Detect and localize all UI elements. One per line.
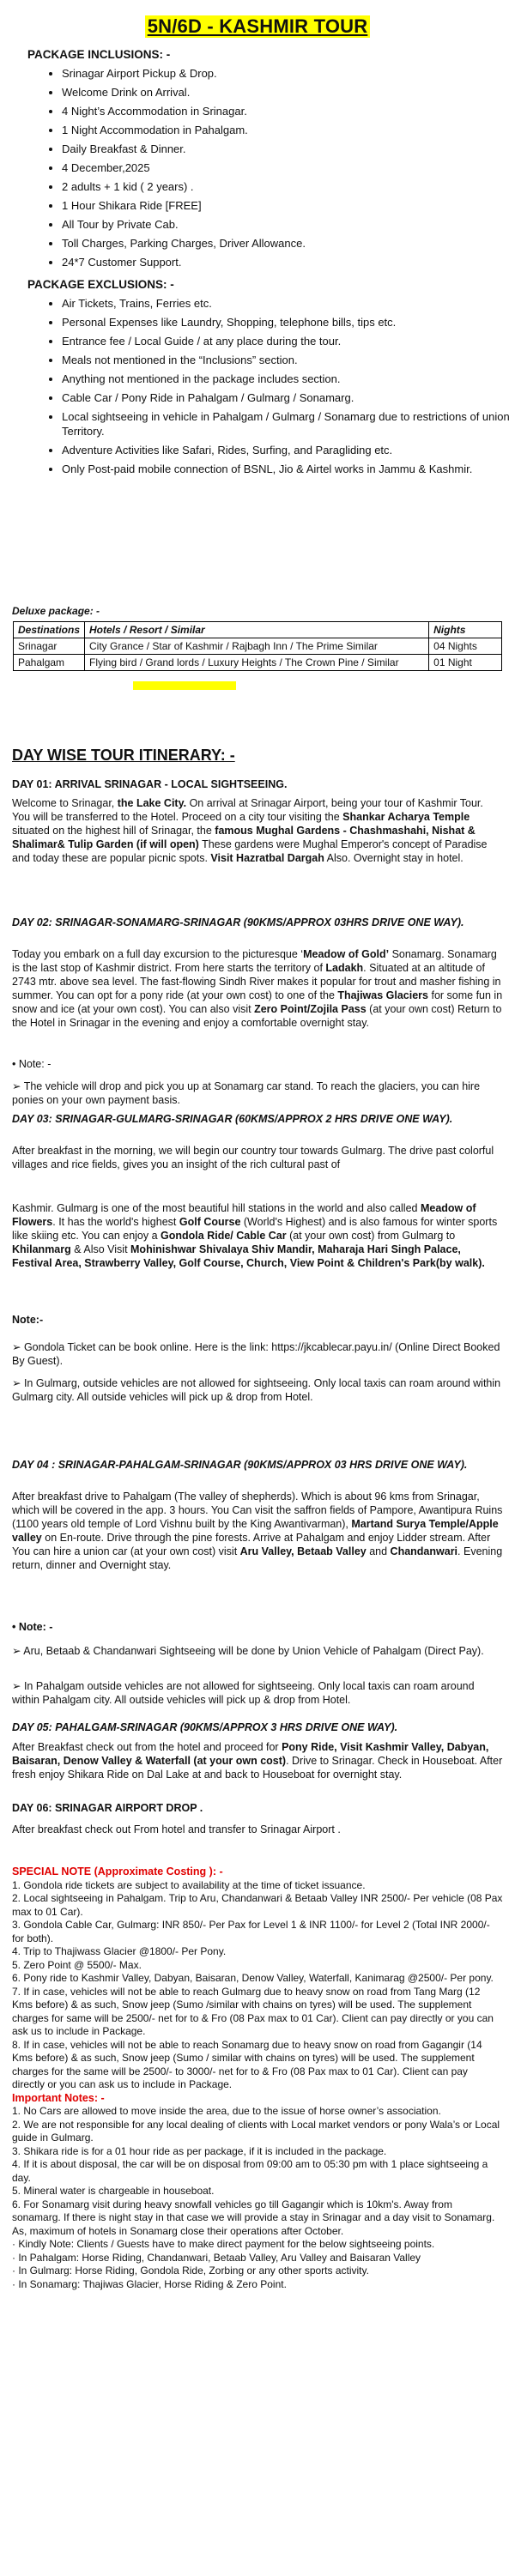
- day1-heading: DAY 01: ARRIVAL SRINAGAR - LOCAL SIGHTSEEING.: [12, 778, 288, 790]
- itinerary-title: DAY WISE TOUR ITINERARY: -: [12, 747, 235, 764]
- important-note-item: 4. If it is about disposal, the car will be on disposal from 09:00 am to 05:30 pm with 1 place sightseeing a day.: [12, 2158, 488, 2184]
- text-run: . Drive to Srinagar. Check in Houseboat. After fresh enjoy Shikara Ride on Dal Lake at and back to Houseboat for overnight stay.: [12, 1755, 503, 1781]
- exclusion-item: • Local sightseeing in vehicle in Pahalgam / Gulmarg / Sonamarg due to restrictions of union Territory.: [62, 409, 515, 438]
- text-run: Welcome to Srinagar,: [12, 797, 118, 809]
- important-notes-list: [12, 2105, 503, 2291]
- day3-note-2: ➢ In Gulmarg, outside vehicles are not allowed for sightseeing. Only local taxis can roam around within Gulmarg city. All outside vehicles will pick up & drop from Hotel.: [12, 1377, 501, 1403]
- special-note-item: 3. Gondola Cable Car, Gulmarg: INR 850/- Per Pax for Level 1 & INR 1100/- for Level 2 (Total INR 2000/- for both).: [12, 1919, 490, 1944]
- table-cutoff-row: [13, 680, 502, 692]
- exclusion-item: • Anything not mentioned in the package includes section.: [62, 372, 515, 386]
- day3-heading: DAY 03: SRINAGAR-GULMARG-SRINAGAR (60KMS/APPROX 2 HRS DRIVE ONE WAY).: [12, 1113, 453, 1125]
- day6-text: After breakfast check out From hotel and transfer to Srinagar Airport .: [12, 1823, 341, 1835]
- bold-run: Golf Course: [179, 1216, 241, 1228]
- table-header-cell: Nights: [429, 622, 502, 638]
- text-run: Sonamarg. Sonamarg is the last stop of Kashmir district. From here starts the territory of: [12, 948, 497, 974]
- table-cell: Pahalgam: [14, 655, 85, 671]
- deluxe-package-table: [13, 621, 502, 671]
- table-cell: 04 Nights: [429, 638, 502, 655]
- bold-run: Chandanwari: [390, 1545, 458, 1557]
- day4-note-2: ➢ In Pahalgam outside vehicles are not allowed for sightseeing. Only local taxis can roam around within Pahalgam city. All outside vehicles will pick up & drop from Hotel.: [12, 1680, 475, 1706]
- text-run: (at your own cost) Return to the Hotel in Srinagar in the evening and enjoy a comfortable overnight stay.: [12, 1003, 502, 1029]
- special-note-item: 5. Zero Point @ 5500/- Max.: [12, 1958, 142, 1971]
- inclusions-heading: PACKAGE INCLUSIONS: -: [27, 48, 171, 61]
- day3-intro: After breakfast in the morning, we will begin our country tour towards Gulmarg. The drive past colorful villages and rice fields, gives you an insight of the rich cultural past of: [12, 1145, 494, 1170]
- special-note-item: 2. Local sightseeing in Pahalgam. Trip to Aru, Chandanwari & Betaab Valley INR 2500/- Per vehicle (08 Pax max to 01 Car).: [12, 1892, 503, 1918]
- day2-note-1: ➢ The vehicle will drop and pick you up at Sonamarg car stand. To reach the glaciers, you can hire ponies on your own payment basis.: [12, 1080, 481, 1106]
- day4-note-1: ➢ Aru, Betaab & Chandanwari Sightseeing will be done by Union Vehicle of Pahalgam (Direct Pay).: [12, 1645, 484, 1657]
- inclusion-item: • 24*7 Customer Support.: [62, 255, 515, 269]
- table-header-cell: Hotels / Resort / Similar: [85, 622, 429, 638]
- important-note-item: 5. Mineral water is chargeable in houseboat.: [12, 2185, 215, 2197]
- special-note-item: 7. If in case, vehicles will not be able to reach Gulmarg due to heavy snow on road from Tang Marg (12 Kms before) & as such, Snow jeep (Sumo /similar with chains on tyres) will be used. The supplement charges for same will be 2500/- net for to & Fro (08 Pax max to 01 Car). Client can pay directly or you can ask us to include in Package.: [12, 1985, 494, 2037]
- day2-note-label: • Note: -: [12, 1058, 52, 1070]
- text-run: (at your own cost) from Gulmarg to: [286, 1230, 456, 1242]
- table-row: [14, 655, 502, 671]
- text-run: situated on the highest hill of Srinagar, the: [12, 825, 215, 837]
- text-run: . Situated at an altitude of 2743 mtr. above sea level. The fast-flowing Sindh River makes it popular for trout and masher fishing in summer. You can opt for a pony ride (at your own cost) to one of the: [12, 962, 501, 1001]
- special-note-section: [12, 1865, 503, 2291]
- page-title: 5N/6D - KASHMIR TOUR: [145, 15, 371, 38]
- text-run: & Also Visit: [70, 1243, 131, 1255]
- day4-heading: DAY 04 : SRINAGAR-PAHALGAM-SRINAGAR (90KMS/APPROX 03 HRS DRIVE ONE WAY).: [12, 1459, 468, 1471]
- bold-run: the Lake City.: [117, 797, 187, 809]
- important-note-item: 3. Shikara ride is for a 01 hour ride as per package, if it is included in the package.: [12, 2144, 387, 2157]
- bold-run: Zero Point/Zojila Pass: [254, 1003, 367, 1015]
- special-note-item: 1. Gondola ride tickets are subject to availability at the time of ticket issuance.: [12, 1878, 366, 1891]
- bold-run: Gondola Ride/ Cable Car: [161, 1230, 287, 1242]
- important-note-item: 2. We are not responsible for any local dealing of clients with Local market vendors or pony Wala’s or Local guide in Gulmarg.: [12, 2118, 500, 2144]
- inclusion-item: • Daily Breakfast & Dinner.: [62, 142, 515, 156]
- text-run: After Breakfast check out from the hotel and proceed for: [12, 1741, 282, 1753]
- text-run: Today you embark on a full day excursion to the picturesque ‘: [12, 948, 304, 960]
- day4-note-label: • Note: -: [12, 1621, 53, 1633]
- exclusion-item: • Entrance fee / Local Guide / at any place during the tour.: [62, 334, 515, 348]
- important-note-item: · In Sonamarg: Thajiwas Glacier, Horse Riding & Zero Point.: [12, 2277, 287, 2290]
- bold-run: Pony Ride, Visit Kashmir Valley, Dabyan, Baisaran, Denow Valley & Waterfall (at your own cost): [12, 1741, 489, 1767]
- table-cell: 01 Night: [429, 655, 502, 671]
- bold-run: Mohinishwar Shivalaya Shiv Mandir, Maharaja Hari Singh Palace, Festival Area, Strawberry Valley, Golf Course, Church, View Point & Children's Park(by walk).: [12, 1243, 485, 1269]
- table-cell: City Grance / Star of Kashmir / Rajbagh Inn / The Prime Similar: [85, 638, 429, 655]
- table-cell: Flying bird / Grand lords / Luxury Heights / The Crown Pine / Similar: [85, 655, 429, 671]
- important-note-item: 1. No Cars are allowed to move inside the area, due to the issue of horse owner’s association.: [12, 2105, 441, 2117]
- day6-heading: DAY 06: SRINAGAR AIRPORT DROP .: [12, 1802, 203, 1814]
- bold-run: Meadow of Gold’: [303, 948, 390, 960]
- table-row: [14, 638, 502, 655]
- table-header-row: [14, 622, 502, 638]
- text-run: and: [366, 1545, 391, 1557]
- exclusion-item: • Cable Car / Pony Ride in Pahalgam / Gulmarg / Sonamarg.: [62, 390, 515, 405]
- inclusion-item: • 4 December,2025: [62, 160, 515, 175]
- highlight-mark: [133, 681, 236, 690]
- special-note-item: 6. Pony ride to Kashmir Valley, Dabyan, Baisaran, Denow Valley, Waterfall, Kanimarag @2500/- Per pony.: [12, 1972, 494, 1984]
- text-run: for some fun in snow and ice (at your own cost). You can also visit: [12, 989, 503, 1015]
- exclusion-item: • Personal Expenses like Laundry, Shopping, telephone bills, tips etc.: [62, 315, 515, 330]
- exclusions-list: [0, 296, 515, 476]
- bold-run: Khilanmarg: [12, 1243, 71, 1255]
- important-note-item: · Kindly Note: Clients / Guests have to make direct payment for the below sightseeing points.: [12, 2238, 435, 2250]
- important-note-item: · In Pahalgam: Horse Riding, Chandanwari, Betaab Valley, Aru Valley and Baisaran Valley: [12, 2251, 421, 2264]
- day3-note-1: ➢ Gondola Ticket can be book online. Here is the link: https://jkcablecar.payu.in/ (Online Direct Booked By Guest).: [12, 1341, 500, 1367]
- bold-run: Ladakh: [325, 962, 364, 974]
- inclusion-item: • Toll Charges, Parking Charges, Driver Allowance.: [62, 236, 515, 251]
- bold-run: Thajiwas Glaciers: [337, 989, 428, 1001]
- bold-run: Shankar Acharya Temple: [342, 811, 470, 823]
- important-note-item: · In Gulmarg: Horse Riding, Gondola Ride, Zorbing or any other sports activity.: [12, 2265, 369, 2277]
- inclusion-item: • Srinagar Airport Pickup & Drop.: [62, 66, 515, 81]
- bold-run: famous Mughal Gardens - Chashmashahi, Nishat & Shalimar& Tulip Garden (if will open): [12, 825, 476, 850]
- text-run: After breakfast drive to Pahalgam (The valley of shepherds). Which is about 96 kms from Srinagar, which will be covered in the app. 3 hours. You Can visit the saffron fields of Pampore, Awantipura Ruins (1100 years old temple of Lord Vishnu built by the King Awantivarman),: [12, 1491, 503, 1530]
- day3-note-label: Note:-: [12, 1314, 44, 1326]
- special-note-item: 8. If in case, vehicles will not be able to reach Sonamarg due to heavy snow on road from Gagangir (14 Kms before) & as such, Snow jeep (Sumo / similar with chains on tyres) will be used. The supplement charges for the same will be 2500/- to 3000/- net for to & Fro (08 Pax max to 01 Car). Client can pay directly or you can ask us to include in Package.: [12, 2038, 482, 2090]
- special-note-heading: SPECIAL NOTE (Approximate Costing ): -: [12, 1865, 223, 1878]
- text-run: These gardens were Mughal Emperor's concept of Paradise and today these are popular picnic spots.: [12, 838, 488, 864]
- important-note-item: 6. For Sonamarg visit during heavy snowfall vehicles go till Gagangir which is 10km's. Away from sonamarg. If there is night stay in that case we will provide a stay in Srinagar and a day visit to Sonamarg. As, maximum of hotels in Sonamarg close their operations after October.: [12, 2198, 495, 2237]
- inclusions-list: [0, 66, 515, 269]
- day5-heading: DAY 05: PAHALGAM-SRINAGAR (90KMS/APPROX 3 HRS DRIVE ONE WAY).: [12, 1721, 398, 1733]
- exclusion-item: • Air Tickets, Trains, Ferries etc.: [62, 296, 515, 311]
- text-run: . Evening return, dinner and Overnight stay.: [12, 1545, 503, 1571]
- day2-heading: DAY 02: SRINAGAR-SONAMARG-SRINAGAR (90KMS/APPROX 03HRS DRIVE ONE WAY).: [12, 916, 464, 928]
- day1-text: [12, 796, 503, 865]
- bold-run: Visit Hazratbal Dargah: [210, 852, 324, 864]
- bold-run: Aru Valley, Betaab Valley: [239, 1545, 367, 1557]
- inclusion-item: • 4 Night’s Accommodation in Srinagar.: [62, 104, 515, 118]
- day5-text: [12, 1740, 503, 1781]
- text-run: on En-route. Drive through the pine forests. Arrive at Pahalgam and enjoy Lidder stream. After You can hire a union car (at your own cost) visit: [12, 1532, 491, 1557]
- exclusion-item: • Only Post-paid mobile connection of BSNL, Jio & Airtel works in Jammu & Kashmir.: [62, 462, 515, 476]
- text-run: (World's Highest) and is also famous for winter sports like skiing etc. You can enjoy a: [12, 1216, 498, 1242]
- bold-run: Meadow of Flowers: [12, 1202, 476, 1228]
- exclusion-item: • Meals not mentioned in the “Inclusions” section.: [62, 353, 515, 367]
- inclusion-item: • 2 adults + 1 kid ( 2 years) .: [62, 179, 515, 194]
- text-run: Also. Overnight stay in hotel.: [324, 852, 464, 864]
- text-run: Kashmir. Gulmarg is one of the most beautiful hill stations in the world and also called: [12, 1202, 421, 1214]
- deluxe-package-label: Deluxe package: -: [12, 605, 100, 617]
- inclusion-item: • Welcome Drink on Arrival.: [62, 85, 515, 100]
- special-note-list: [12, 1879, 503, 2092]
- day2-text: [12, 947, 503, 1030]
- important-notes-heading: Important Notes: -: [12, 2091, 105, 2104]
- inclusion-item: • All Tour by Private Cab.: [62, 217, 515, 232]
- table-header-cell: Destinations: [14, 622, 85, 638]
- day3-text: [12, 1201, 503, 1270]
- exclusion-item: • Adventure Activities like Safari, Rides, Surfing, and Paragliding etc.: [62, 443, 515, 457]
- inclusion-item: • 1 Night Accommodation in Pahalgam.: [62, 123, 515, 137]
- text-run: . It has the world's highest: [52, 1216, 179, 1228]
- exclusions-heading: PACKAGE EXCLUSIONS: -: [27, 278, 174, 291]
- day4-text: [12, 1490, 503, 1572]
- table-cell: Srinagar: [14, 638, 85, 655]
- text-run: On arrival at Srinagar Airport, being your tour of Kashmir Tour. You will be transferred to the Hotel. Proceed on a city tour visiting the: [12, 797, 483, 823]
- inclusion-item: • 1 Hour Shikara Ride [FREE]: [62, 198, 515, 213]
- bold-run: Martand Surya Temple/Apple valley: [12, 1518, 499, 1544]
- special-note-item: 4. Trip to Thajiwass Glacier @1800/- Per Pony.: [12, 1945, 227, 1957]
